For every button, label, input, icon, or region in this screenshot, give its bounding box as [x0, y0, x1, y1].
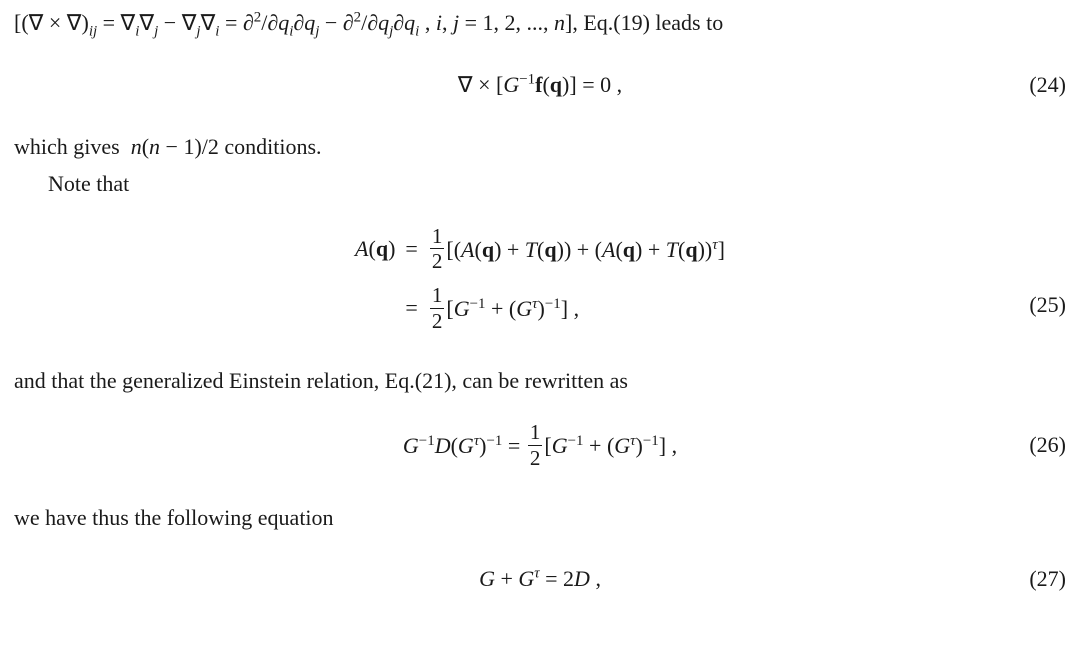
equation-27-body: $G + G^\tau = 2D$ ,	[479, 566, 601, 592]
gap-before-note	[0, 161, 1080, 169]
note-paragraph: Note that	[48, 171, 130, 197]
gap-before-eq24	[0, 38, 1080, 72]
equation-24-body: ∇ × $[G^{-1}f(q)] = 0$ ,	[457, 71, 623, 97]
conditions-paragraph	[0, 132, 1080, 162]
einstein-relation-paragraph: and that the generalized Einstein relation, Eq.(21), can be rewritten as	[14, 367, 628, 393]
equation-26-row	[0, 421, 1080, 468]
equation-25-row	[0, 225, 1080, 332]
equation-25-rhs-1: $\frac{1}{2}$ $[(A(q) + T(q)) + (A(q) + T(q))^\tau]$	[431, 224, 725, 274]
gap-after-eq26	[0, 469, 1080, 503]
intro-paragraph	[0, 8, 1080, 38]
gap-after-eq25	[0, 332, 1080, 366]
intro-math: [(∇ × $\nabla)_{ij} = \nabla_i\nabla_j - \nabla_j\nabla_i = \partial^2/\partial q_i\partial q_j - \partial^2/\partial q_j\partial q_i$ , i, j = 1, 2, ..., n	[14, 9, 565, 40]
gap-before-eq26	[0, 395, 1080, 421]
equation-25-lhs: A(q)	[355, 235, 396, 261]
equation-27-number: (27)	[1029, 566, 1066, 592]
conditions-math: n(n − 1)/2	[130, 133, 225, 159]
conditions-lead: which gives	[14, 133, 120, 159]
conditions-tail: conditions.	[224, 133, 322, 159]
equation-25-rhs-2: $\frac{1}{2}$ $[G^{-1} + (G^\tau)^{-1}]$ ,	[431, 283, 580, 333]
equation-24-row	[0, 72, 1080, 98]
equation-25-rel-2: =	[405, 295, 418, 321]
equation-24-number: (24)	[1029, 71, 1066, 97]
gap-before-eq27	[0, 532, 1080, 566]
gap-after-eq24	[0, 98, 1080, 132]
intro-tail: ], Eq.(19) leads to	[565, 10, 724, 35]
gap-before-eq25	[0, 199, 1080, 225]
equation-25-number: (25)	[1029, 291, 1066, 317]
equation-26-body: $G^{-1}D(G^\tau)^{-1}$ = $\frac{1}{2}$ $[G^{-1} + (G^\tau)^{-1}]$ ,	[402, 420, 678, 470]
top-spacer	[0, 0, 1080, 8]
equation-25-rel-1: =	[405, 235, 418, 261]
equation-27-row	[0, 566, 1080, 592]
equation-26-number: (26)	[1029, 432, 1066, 458]
equation-25-body	[355, 225, 725, 332]
following-equation-paragraph: we have thus the following equation	[14, 504, 334, 530]
